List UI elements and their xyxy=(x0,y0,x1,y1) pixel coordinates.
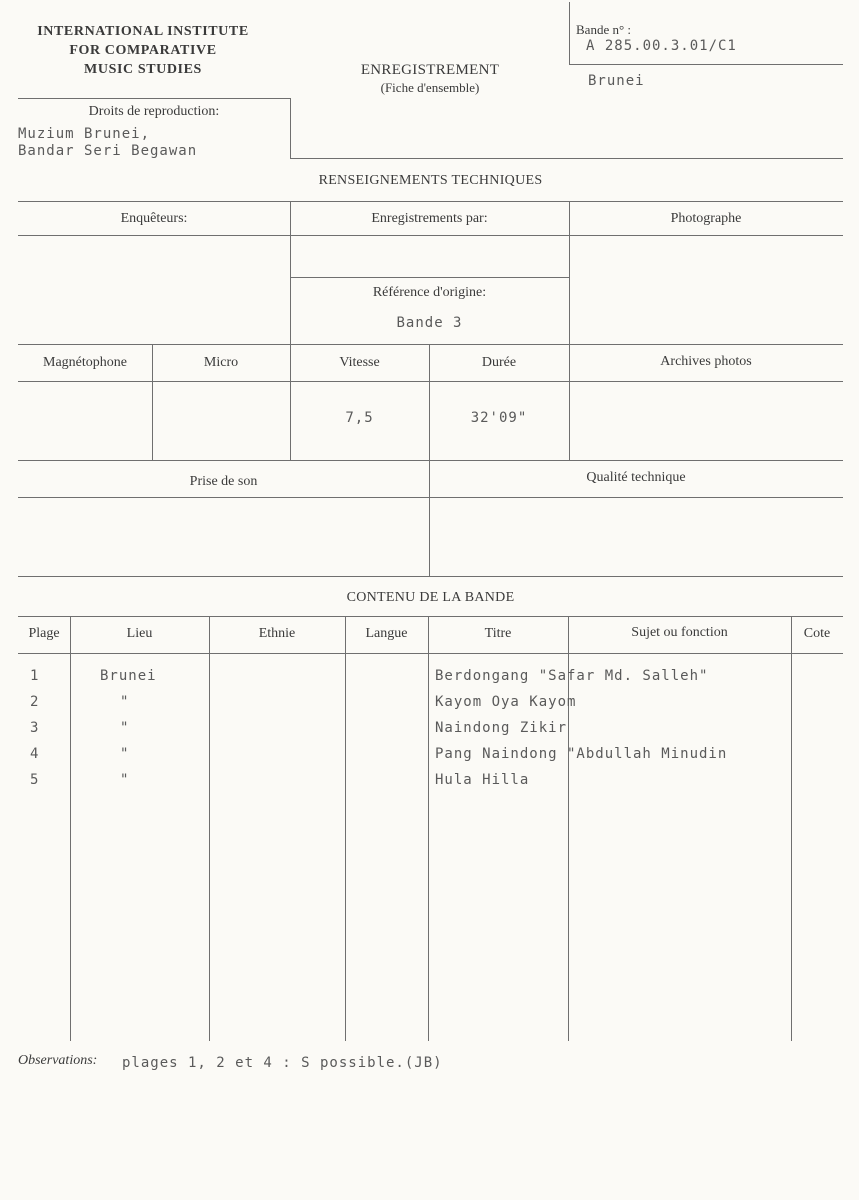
header-sujet: Sujet ou fonction xyxy=(631,625,728,640)
droits-box-right-border xyxy=(290,98,291,158)
droits-box-top-border xyxy=(18,98,290,99)
header-cote: Cote xyxy=(803,626,831,641)
row-plage: 4 xyxy=(30,746,40,762)
bande-box-bottom-border xyxy=(569,64,843,65)
record-subtitle: (Fiche d'ensemble) xyxy=(380,80,480,95)
vitesse-value: 7,5 xyxy=(345,410,374,426)
row-plage: 5 xyxy=(30,772,40,788)
tech-rule-3 xyxy=(18,344,843,345)
row-plage: 3 xyxy=(30,720,40,736)
institute-line-2: FOR COMPARATIVE xyxy=(69,43,217,58)
row-lieu: Brunei xyxy=(100,668,157,684)
header-plage: Plage xyxy=(28,626,60,641)
contents-divider-plage xyxy=(70,616,71,1041)
record-title xyxy=(340,62,520,96)
droits-line-1: Muzium Brunei, xyxy=(18,126,151,142)
magnetophone-label: Magnétophone xyxy=(43,355,127,370)
tech-rule-4 xyxy=(18,381,843,382)
tech-rule-6 xyxy=(18,497,843,498)
contents-divider-sujet xyxy=(791,616,792,1041)
header-bottom-rule xyxy=(290,158,843,159)
row-titre: Naindong Zikir xyxy=(435,720,568,736)
institute-line-1: INTERNATIONAL INSTITUTE xyxy=(37,24,249,39)
row-titre: Hula Hilla xyxy=(435,772,530,788)
header-titre: Titre xyxy=(484,626,512,641)
row-lieu: " xyxy=(120,772,130,788)
contents-section-title: CONTENU DE LA BANDE xyxy=(346,590,515,605)
observations-label: Observations: xyxy=(18,1053,98,1068)
bande-label: Bande n° : xyxy=(576,22,632,37)
prise-label: Prise de son xyxy=(189,474,258,489)
contents-divider-ethnie xyxy=(345,616,346,1041)
row-titre: Kayom Oya Kayom xyxy=(435,694,577,710)
photographe-label: Photographe xyxy=(670,211,742,226)
row-plage: 2 xyxy=(30,694,40,710)
qualite-label: Qualité technique xyxy=(586,470,686,485)
tech-rule-5 xyxy=(18,460,843,461)
row-titre: Berdongang "Safar Md. Salleh" xyxy=(435,668,709,684)
vitesse-label: Vitesse xyxy=(339,355,380,370)
row-lieu: " xyxy=(120,746,130,762)
bande-number: A 285.00.3.01/C1 xyxy=(586,38,737,54)
tech-rule-1 xyxy=(18,201,843,202)
duree-value: 32'09" xyxy=(470,410,528,426)
record-title-text: ENREGISTREMENT xyxy=(360,62,500,78)
archives-label: Archives photos xyxy=(660,354,752,369)
contents-rule-2 xyxy=(18,653,843,654)
tech-rule-2 xyxy=(18,235,843,236)
header-ethnie: Ethnie xyxy=(258,626,296,641)
contents-divider-lieu xyxy=(209,616,210,1041)
reference-label: Référence d'origine: xyxy=(372,285,487,300)
enqueteurs-label: Enquêteurs: xyxy=(120,211,188,226)
row-lieu: " xyxy=(120,694,130,710)
droits-line-2: Bandar Seri Begawan xyxy=(18,143,198,159)
enregistrements-label: Enregistrements par: xyxy=(371,211,488,226)
bande-box-left-border xyxy=(569,2,570,64)
contents-rule-1 xyxy=(18,616,843,617)
micro-label: Micro xyxy=(203,355,239,370)
row-lieu: " xyxy=(120,720,130,736)
tech-rule-7 xyxy=(18,576,843,577)
header-langue: Langue xyxy=(365,626,408,641)
technical-section-title: RENSEIGNEMENTS TECHNIQUES xyxy=(318,173,543,188)
bande-country: Brunei xyxy=(588,73,645,89)
institute-name xyxy=(12,22,274,79)
header-lieu: Lieu xyxy=(126,626,153,641)
reference-top-rule xyxy=(290,277,569,278)
contents-divider-langue xyxy=(428,616,429,1041)
duree-label: Durée xyxy=(481,355,517,370)
institute-line-3: MUSIC STUDIES xyxy=(84,62,202,77)
droits-label: Droits de reproduction: xyxy=(88,104,220,119)
observations-value: plages 1, 2 et 4 : S possible.(JB) xyxy=(122,1055,443,1071)
reference-value: Bande 3 xyxy=(396,315,463,331)
row-plage: 1 xyxy=(30,668,40,684)
row-titre: Pang Naindong "Abdullah Minudin xyxy=(435,746,728,762)
